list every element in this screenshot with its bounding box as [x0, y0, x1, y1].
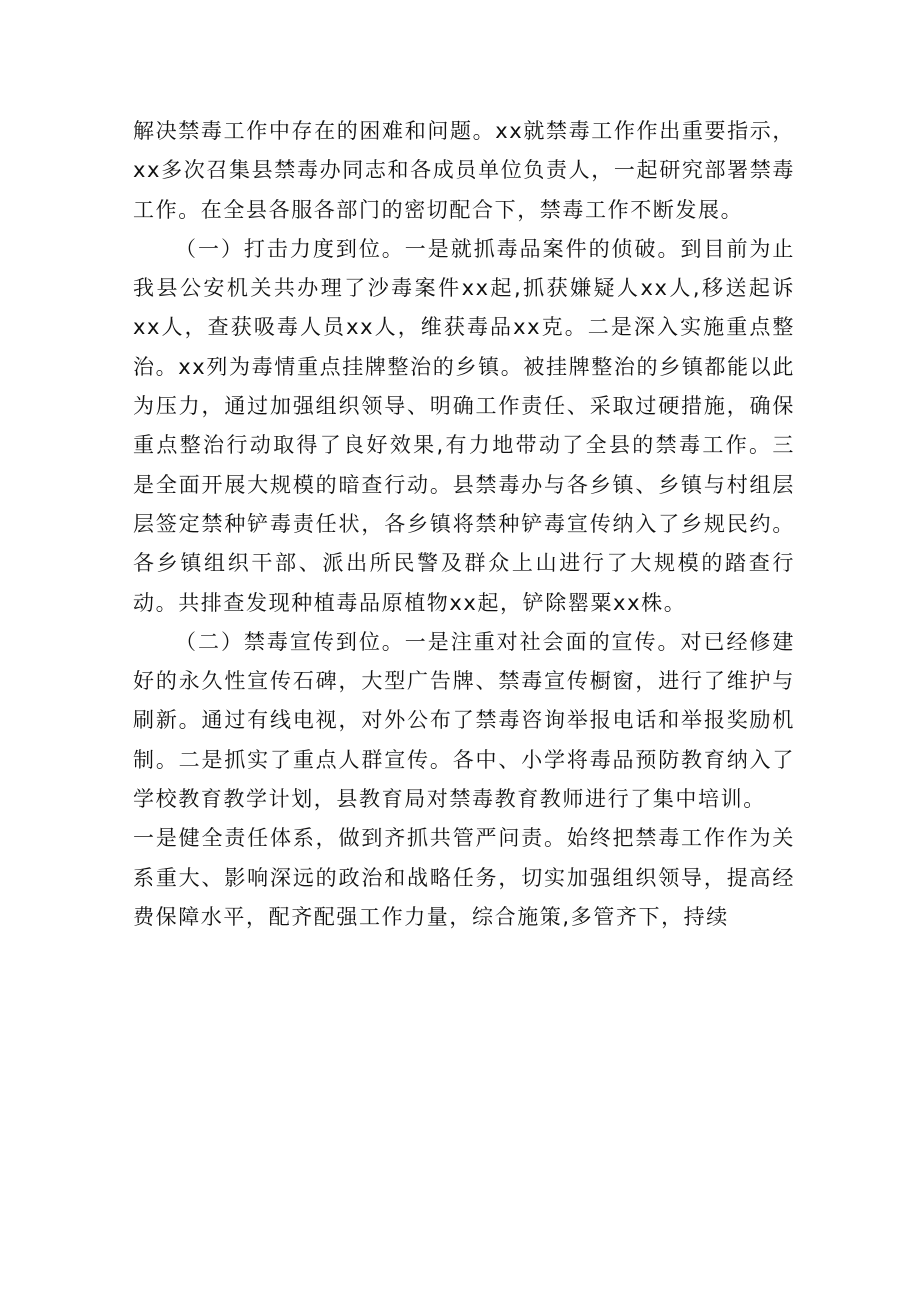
paragraph-section-2: （二）禁毒宣传到位。一是注重对社会面的宣传。对已经修建好的永久性宣传石碑，大型广告牌、禁毒宣传橱窗，进行了维护与刷新。通过有线电视，对外公布了禁毒咨询举报电话和举报奖励机制。二是抓实了重点人群宣传。各中、小学将毒品预防教育纳入了学校教育教学计划，县教育局对禁毒教育教师进行了集中培训。 — [133, 629, 795, 812]
paragraph-section-1: （一）打击力度到位。一是就抓毒品案件的侦破。到目前为止我县公安机关共办理了沙毒案件xx起,抓获嫌疑人xx人,移送起诉xx人，查获吸毒人员xx人，维获毒品xx克。二是深入实施重点整治。xx列为毒情重点挂牌整治的乡镇。被挂牌整治的乡镇都能以此为压力，通过加强组织领导、明确工作责任、采取过硬措施，确保重点整治行动取得了良好效果,有力地带动了全县的禁毒工作。三是全面开展大规模的暗查行动。县禁毒办与各乡镇、乡镇与村组层层签定禁种铲毒责任状，各乡镇将禁种铲毒宣传纳入了乡规民约。各乡镇组织干部、派出所民警及群众上山进行了大规模的踏查行动。共排查发现种植毒品原植物xx起，铲除罂粟xx株。 — [133, 236, 795, 615]
paragraph-intro: 解决禁毒工作中存在的困难和问题。xx就禁毒工作作出重要指示，xx多次召集县禁毒办同志和各成员单位负责人，一起研究部署禁毒工作。在全县各服各部门的密切配合下，禁毒工作不断发展。 — [133, 119, 795, 222]
paragraph-responsibility: 一是健全责任体系，做到齐抓共管严问责。始终把禁毒工作作为关系重大、影响深远的政治和战略任务，切实加强组织领导，提高经费保障水平，配齐配强工作力量，综合施策,多管齐下，持续 — [133, 826, 795, 929]
document-body — [133, 112, 795, 937]
